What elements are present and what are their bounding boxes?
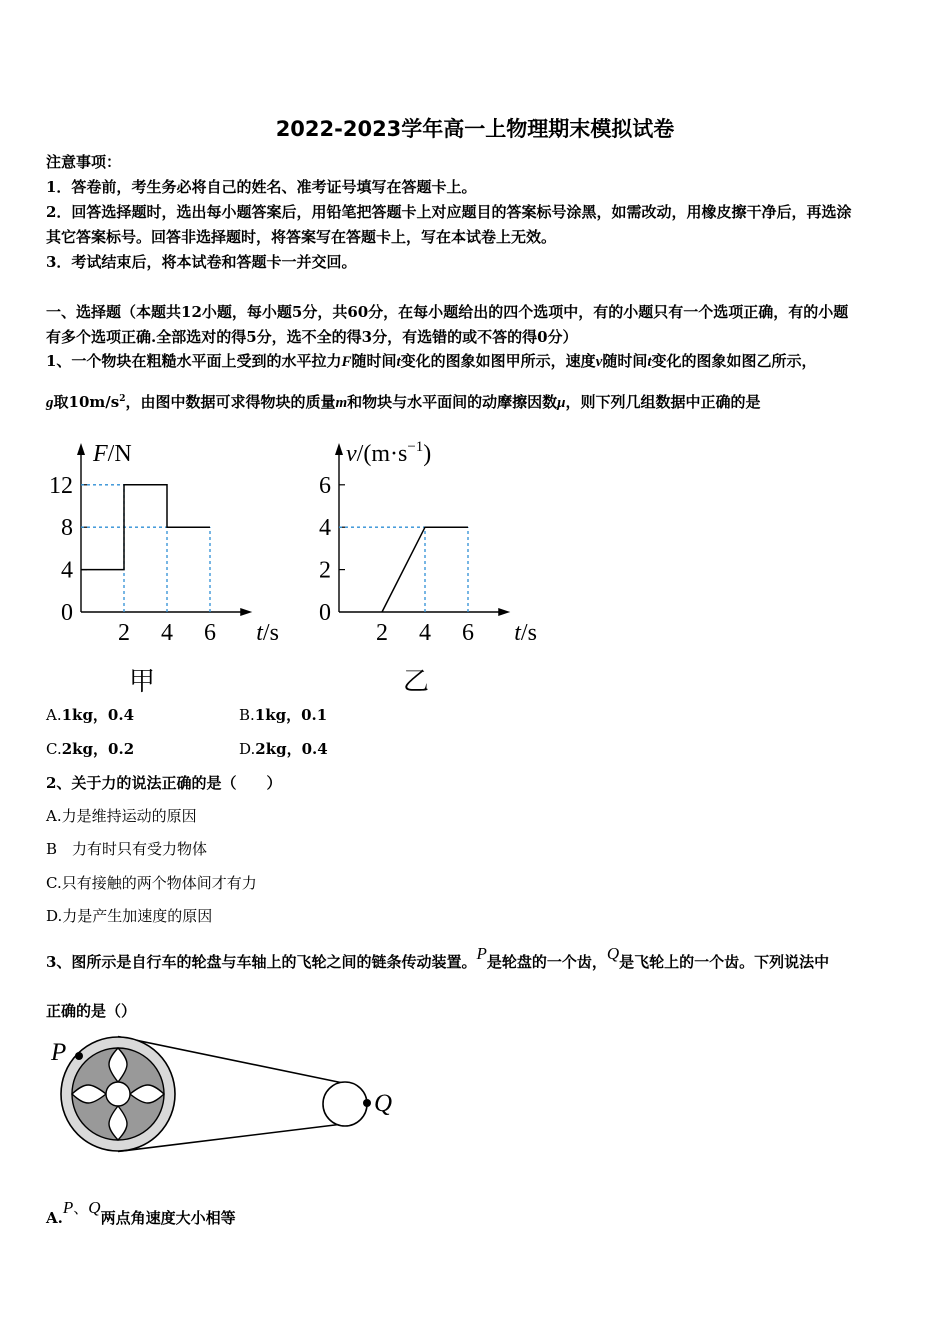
q1-stem-line2 [46,389,761,413]
q3-option-a-var-P: P [62,1198,74,1217]
note-2-line1: 2．回答选择题时，选出每小题答案后，用铅笔把答题卡上对应题目的答案标号涂黑，如需改动，用橡皮擦干净后，再选涂 [46,203,852,221]
yi-y-axis-label: $v/(m\cdot s^{-1})$ [346,439,432,467]
chart-yi-labels [319,439,537,696]
q1-var-t: t [396,354,401,370]
q1-g-value: 10m/s [68,393,120,411]
q1-option-a-label: A. [46,706,62,724]
q2-option-c[interactable]: C.只有接触的两个物体间才有力 [46,874,257,892]
q1-option-d-text: 2kg，0.4 [255,740,328,758]
q1-text: ，则下列几组数据中正确的是 [565,393,761,411]
jia-caption: 甲 [128,667,156,696]
q1-var-v: v [595,354,603,370]
q3-option-a[interactable] [46,1198,236,1228]
flywheel [323,1082,367,1126]
q1-text: ，由图中数据可求得物块的质量 [125,393,336,411]
q1-var-t: t [647,354,652,370]
chart-jia-axes [77,443,252,616]
point-P-dot [75,1052,83,1060]
label-Q: Q [374,1090,393,1117]
q3-option-a-text: 两点角速度大小相等 [100,1209,236,1227]
label-P: P [51,1039,67,1066]
q3-stem-line1 [46,944,830,972]
yi-x-arrow [498,608,510,616]
jia-origin-label: 0 [61,600,73,626]
q1-var-g: g [46,395,54,411]
yi-y-tick-label: 6 [319,472,331,499]
q1-text: 1、一个物块在粗糙水平面上受到的水平拉力 [46,352,342,370]
q1-text: 随时间 [602,352,648,370]
q1-option-c-text: 2kg，0.2 [61,740,135,758]
chainring-hub [106,1082,130,1106]
jia-y-tick-label: 8 [61,515,73,542]
q1-option-a[interactable] [46,705,134,725]
q3-text: 是飞轮上的一个齿。下列说法中 [619,953,830,971]
q2-option-b[interactable]: B 力有时只有受力物体 [46,840,208,858]
chart-jia-guides [81,485,210,612]
q1-text: 和物块与水平面间的动摩擦因数 [347,393,558,411]
chart-jia-labels [49,441,279,696]
yi-y-tick-label: 4 [319,515,331,542]
jia-x-arrow [240,608,252,616]
page-title: 2022-2023学年高一上物理期末模拟试卷 [275,117,675,141]
q3-stem-line2: 正确的是（） [46,1002,137,1020]
q1-var-m: m [335,395,348,411]
q1-option-b-text: 1kg，0.1 [254,706,328,724]
point-Q-dot [363,1099,371,1107]
note-2-line2: 其它答案标号。回答非选择题时，将答案写在答题卡上，写在本试卷上无效。 [46,228,557,246]
jia-x-tick-label: 6 [204,620,216,646]
jia-x-tick-label: 2 [118,620,130,646]
q1-var-F: F [341,354,352,370]
q1-option-d-label: D. [239,740,256,758]
jia-x-tick-label: 4 [161,620,173,646]
jia-x-axis-label: t/s [256,620,279,646]
q1-option-d[interactable] [239,739,328,759]
q1-var-mu: μ [557,395,566,411]
section-instructions-line1: 一、选择题（本题共12小题，每小题5分，共60分，在每小题给出的四个选项中，有的小题只有一个选项正确，有的小题 [46,303,849,321]
q3-text: 3、图所示是自行车的轮盘与车轴上的飞轮之间的链条传动装置。 [46,953,477,971]
q1-g-exponent: 2 [119,394,126,404]
q1-text: 变化的图象如图乙所示， [651,352,817,370]
q2-stem: 2、关于力的说法正确的是（ ） [46,774,282,792]
q3-option-a-label: A. [46,1209,63,1227]
section-instructions-line2: 有多个选项正确.全部选对的得5分，选不全的得3分，有选错的或不答的得0分） [46,328,578,346]
yi-caption: 乙 [402,667,430,696]
yi-y-tick-label: 2 [319,557,331,584]
yi-y-arrow [335,443,343,455]
jia-y-tick-label: 4 [61,557,73,584]
chart-jia [40,430,300,696]
yi-x-tick-label: 6 [462,620,474,646]
q3-var-P: P [476,944,487,963]
q1-option-a-text: 1kg，0.4 [61,706,135,724]
q1-text: 变化的图象如图甲所示，速度 [400,352,596,370]
q2-option-a[interactable]: A.力是维持运动的原因 [46,807,197,825]
yi-x-tick-label: 2 [376,620,388,646]
yi-origin-label: 0 [319,600,331,626]
q3-var-Q: Q [606,944,620,963]
note-3: 3．考试结束后，将本试卷和答题卡一并交回。 [46,253,357,271]
q1-option-c-label: C. [46,740,62,758]
q1-text: 随时间 [351,352,397,370]
jia-y-tick-label: 12 [49,472,73,499]
q1-option-c[interactable] [46,739,134,759]
q3-option-a-sep: 、 [73,1199,89,1217]
yi-x-axis-label: t/s [514,620,537,646]
chain-drive-figure [46,1035,406,1165]
q2-option-d[interactable]: D.力是产生加速度的原因 [46,907,213,925]
q1-text: 取 [53,393,69,411]
jia-y-arrow [77,443,85,455]
q3-text: 是轮盘的一个齿， [486,953,607,971]
yi-x-tick-label: 4 [419,620,431,646]
q1-option-b[interactable] [239,705,327,725]
q3-option-a-var-Q: Q [88,1198,101,1217]
q1-stem-line1 [46,351,817,372]
jia-y-axis-label: F/N [93,441,132,467]
note-1: 1．答卷前，考生务必将自己的姓名、准考证号填写在答题卡上。 [46,178,477,196]
chart-yi [298,430,558,696]
q1-option-b-label: B. [239,706,255,724]
notes-heading: 注意事项： [46,153,122,171]
chart-yi-axes [335,443,510,616]
